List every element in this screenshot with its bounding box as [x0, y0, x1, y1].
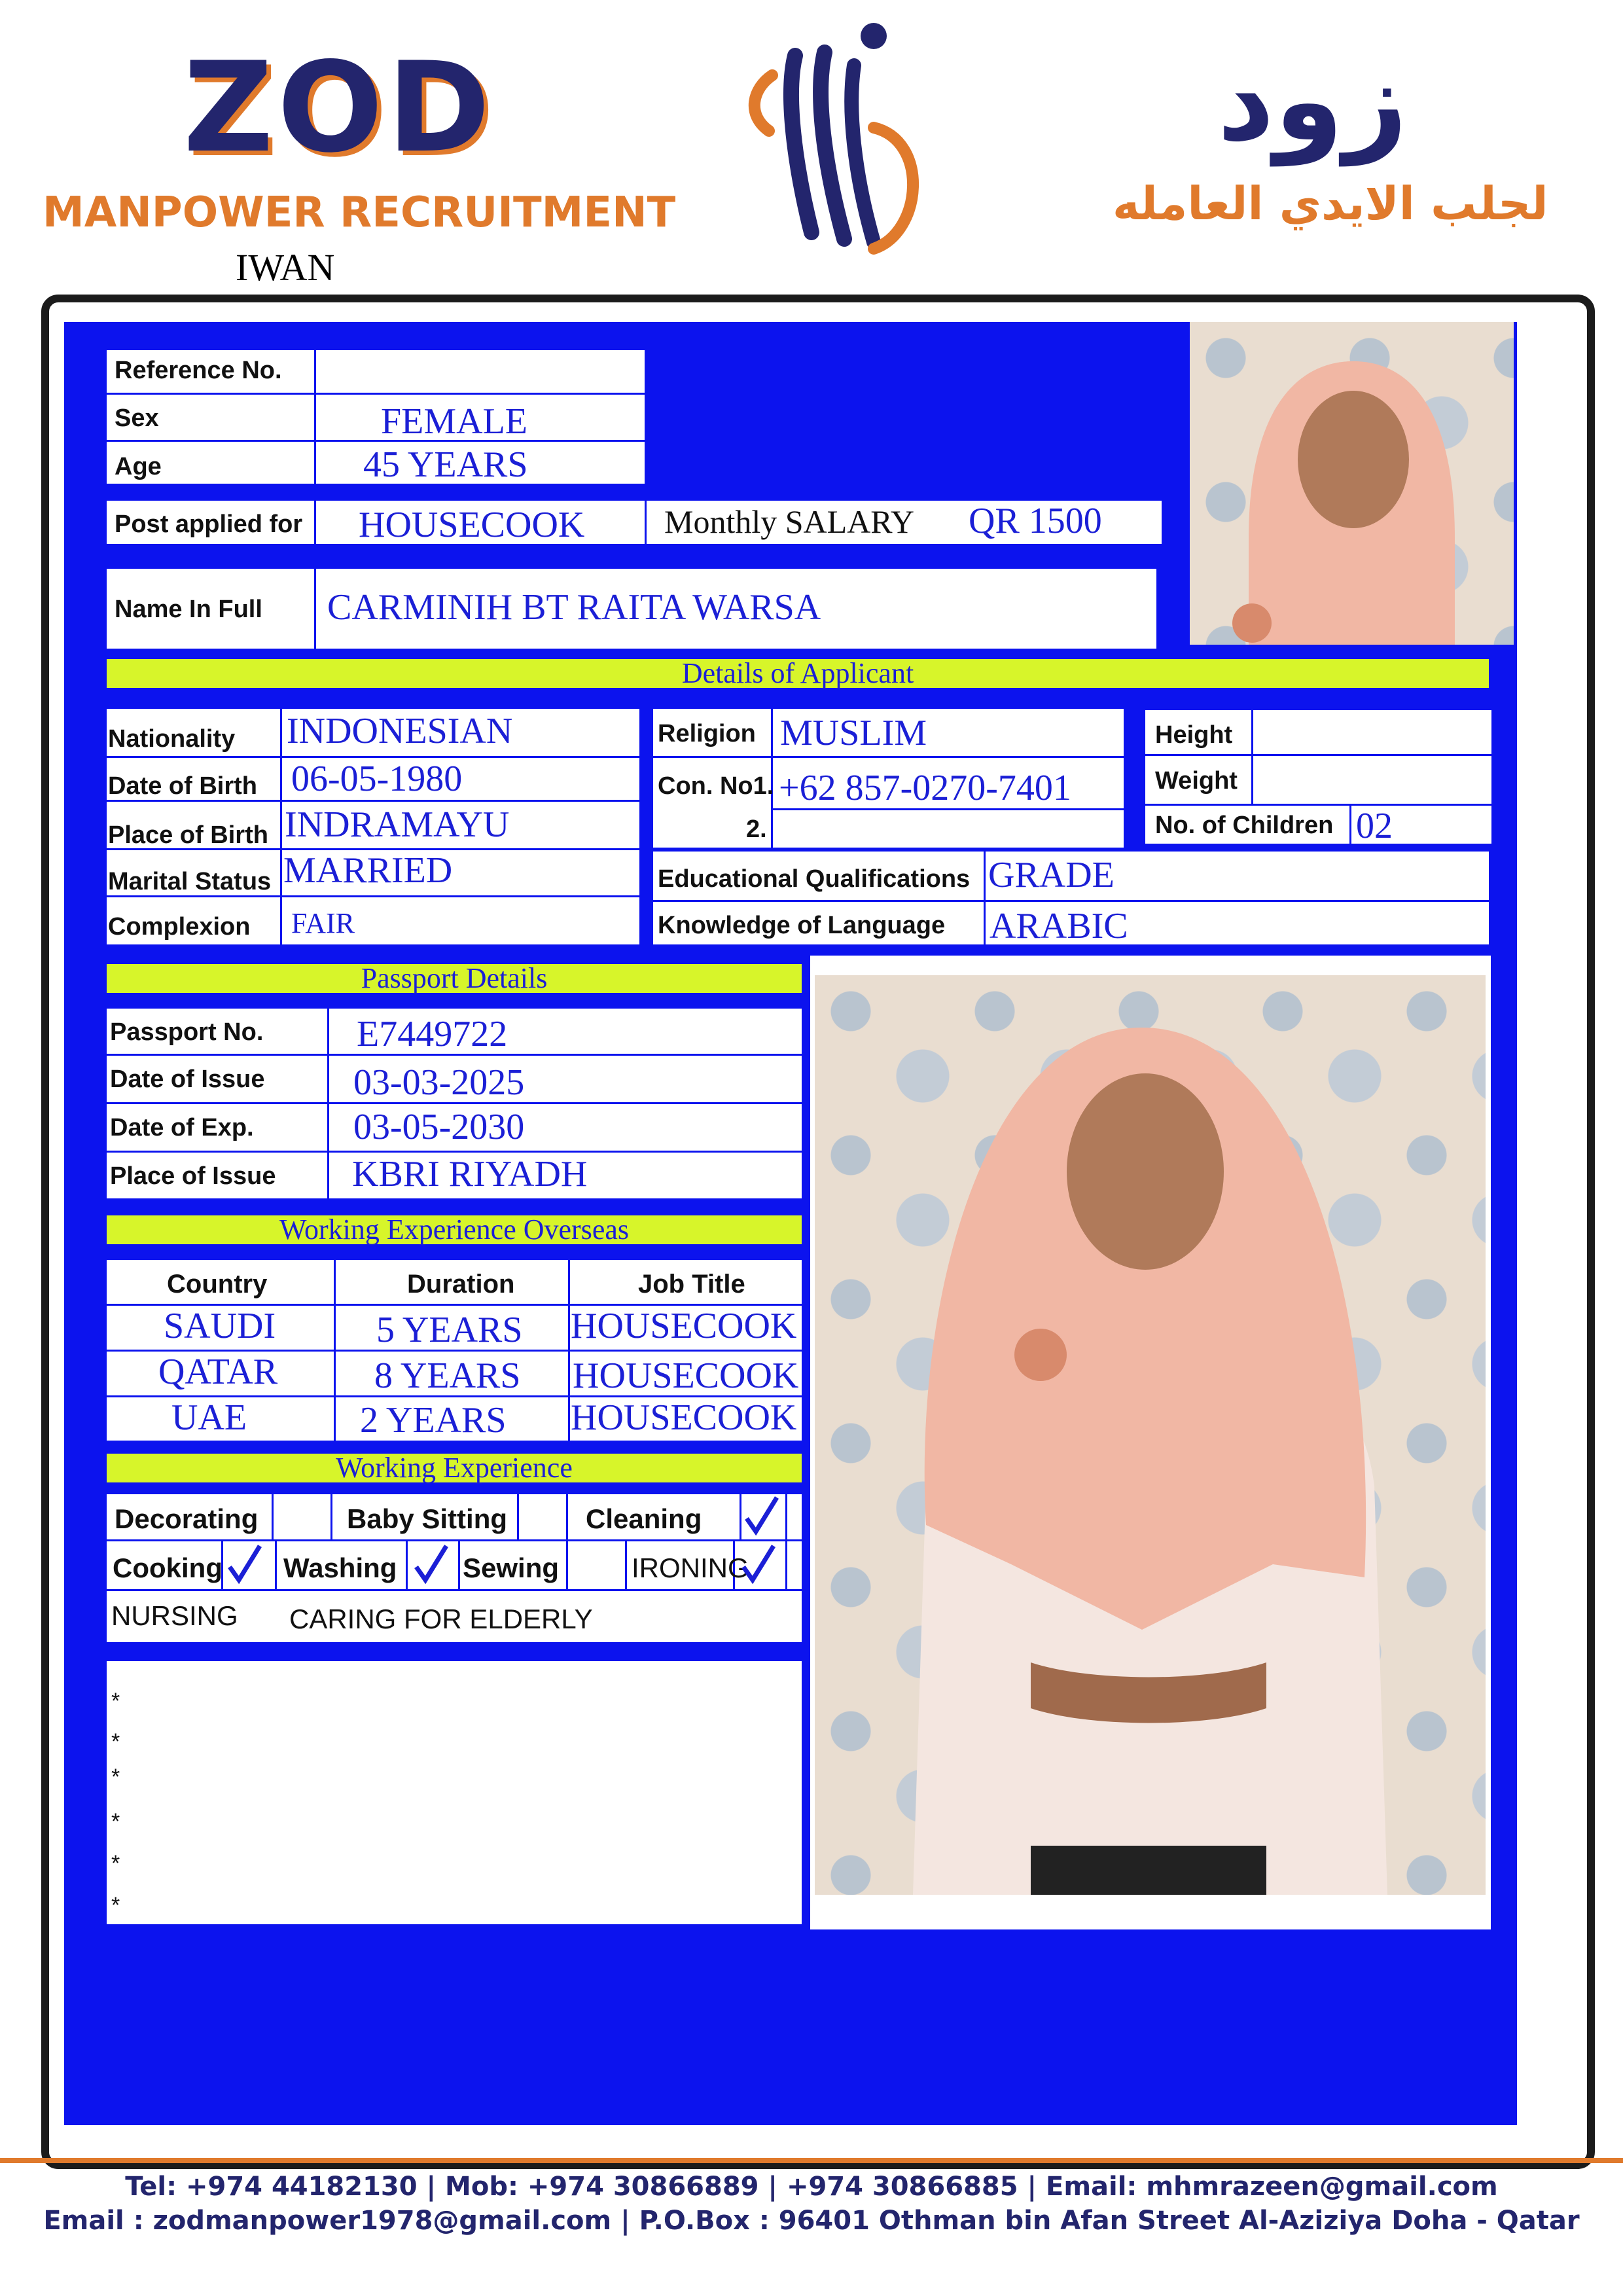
age-value: 45 YEARS: [363, 444, 528, 485]
skills-section-bar: [105, 1452, 804, 1484]
contact2-label: 2.: [746, 816, 767, 843]
marital-value: MARRIED: [283, 850, 453, 891]
arabic-brand-title: زود: [1217, 37, 1408, 166]
nationality-label: Nationality: [108, 725, 236, 753]
passport-section-title: Passport Details: [361, 962, 548, 994]
overseas-row-3-job: HOUSECOOK: [571, 1397, 797, 1438]
post-label: Post applied for: [115, 511, 303, 538]
details-section-bar: [105, 657, 1491, 690]
overseas-row-1-job: HOUSECOOK: [571, 1306, 797, 1346]
brand-emblem-icon: [733, 16, 936, 265]
complexion-value: FAIR: [291, 907, 355, 939]
language-value: ARABIC: [990, 906, 1128, 946]
post-value: HOUSECOOK: [359, 505, 585, 545]
nationality-value: INDONESIAN: [287, 711, 513, 751]
note-bullet-5: *: [111, 1851, 120, 1876]
footer-divider: [0, 2158, 1623, 2163]
exp-date-label: Date of Exp.: [110, 1114, 254, 1141]
note-bullet-3: *: [111, 1765, 120, 1789]
overseas-row-2-country: QATAR: [158, 1352, 278, 1392]
dob-label: Date of Birth: [108, 772, 257, 800]
age-label: Age: [115, 453, 162, 480]
skill-washing-label: Washing: [283, 1552, 397, 1583]
religion-label: Religion: [658, 720, 756, 747]
skills-section-title: Working Experience: [336, 1452, 573, 1484]
agent-name: IWAN: [236, 246, 335, 289]
arabic-brand-subtitle: لجلب الايدي العامله: [1113, 177, 1548, 230]
issue-date-label: Date of Issue: [110, 1066, 265, 1093]
applicant-portrait-photo: [1190, 322, 1514, 645]
religion-value: MUSLIM: [780, 713, 927, 753]
overseas-row-2-job: HOUSECOOK: [573, 1355, 799, 1396]
passport-no-label: Passport No.: [110, 1018, 264, 1046]
skill-cooking-label: Cooking: [113, 1552, 223, 1583]
sex-value: FEMALE: [381, 401, 527, 442]
name-value: CARMINIH BT RAITA WARSA: [327, 587, 821, 628]
overseas-section-title: Working Experience Overseas: [279, 1213, 629, 1246]
issue-date-value: 03-03-2025: [353, 1062, 525, 1103]
contact1-value: +62 857-0270-7401: [779, 768, 1071, 808]
skill-sewing-label: Sewing: [463, 1552, 560, 1583]
dob-value: 06-05-1980: [291, 759, 463, 799]
skill-baby-sitting-label: Baby Sitting: [347, 1503, 508, 1534]
sex-label: Sex: [115, 404, 159, 432]
skill-caring-label: CARING FOR ELDERLY: [289, 1604, 593, 1634]
children-value: 02: [1356, 806, 1393, 846]
details-section-title: Details of Applicant: [681, 657, 914, 689]
weight-label: Weight: [1155, 767, 1238, 795]
overseas-row-3-duration: 2 YEARS: [360, 1400, 507, 1441]
overseas-row-2-duration: 8 YEARS: [374, 1355, 521, 1396]
overseas-header-job: Job Title: [638, 1270, 745, 1299]
exp-date-value: 03-05-2030: [353, 1107, 525, 1147]
issue-place-label: Place of Issue: [110, 1162, 276, 1190]
brand-subtitle: MANPOWER RECRUITMENT: [43, 188, 676, 237]
skill-cleaning-label: Cleaning: [586, 1503, 702, 1534]
passport-no-value: E7449722: [357, 1014, 508, 1054]
pob-label: Place of Birth: [108, 821, 268, 849]
footer-contact-line-2: Email : zodmanpower1978@gmail.com | P.O.Box : 96401 Othman bin Afan Street Al-Aziziya Doha - Qatar: [43, 2206, 1580, 2236]
applicant-full-photo: [815, 975, 1486, 1895]
reference-label: Reference No.: [115, 357, 282, 384]
issue-place-value: KBRI RIYADH: [352, 1154, 588, 1194]
overseas-header-duration: Duration: [407, 1270, 515, 1299]
washing-check-icon: [412, 1543, 449, 1584]
marital-label: Marital Status: [108, 868, 272, 895]
salary-value: QR 1500: [969, 501, 1102, 541]
children-label: No. of Children: [1155, 812, 1334, 839]
footer-contact-line-1: Tel: +974 44182130 | Mob: +974 30866889 | +974 30866885 | Email: mhmrazeen@gmail.com: [125, 2172, 1498, 2202]
name-label: Name In Full: [115, 596, 262, 623]
cooking-check-icon: [226, 1543, 262, 1584]
pob-value: INDRAMAYU: [285, 804, 510, 845]
height-label: Height: [1155, 721, 1233, 749]
note-bullet-2: *: [111, 1729, 120, 1754]
overseas-row-3-country: UAE: [171, 1397, 247, 1438]
note-bullet-4: *: [111, 1809, 120, 1834]
skill-ironing-label: IRONING: [632, 1552, 749, 1583]
education-label: Educational Qualifications: [658, 865, 971, 893]
ironing-check-icon: [740, 1543, 776, 1584]
education-value: GRADE: [988, 855, 1115, 895]
language-label: Knowledge of Language: [658, 912, 946, 939]
overseas-row-1-duration: 5 YEARS: [376, 1310, 523, 1350]
full-figure-icon: [815, 975, 1486, 1895]
overseas-row-1-country: SAUDI: [164, 1306, 276, 1346]
note-bullet-1: *: [111, 1689, 120, 1713]
skill-decorating-label: Decorating: [115, 1503, 259, 1534]
salary-label: Monthly SALARY: [664, 503, 915, 540]
overseas-section-bar: [105, 1213, 804, 1246]
complexion-label: Complexion: [108, 913, 251, 941]
brand-logo-text: ZOD: [183, 35, 495, 180]
skill-nursing-label: NURSING: [111, 1600, 238, 1631]
cleaning-check-icon: [743, 1495, 779, 1535]
contact1-label: Con. No1.: [658, 772, 774, 800]
notes-box: [105, 1659, 804, 1926]
note-bullet-6: *: [111, 1893, 120, 1918]
portrait-figure-icon: [1190, 322, 1514, 645]
passport-section-bar: [105, 962, 804, 995]
overseas-header-country: Country: [167, 1270, 268, 1299]
